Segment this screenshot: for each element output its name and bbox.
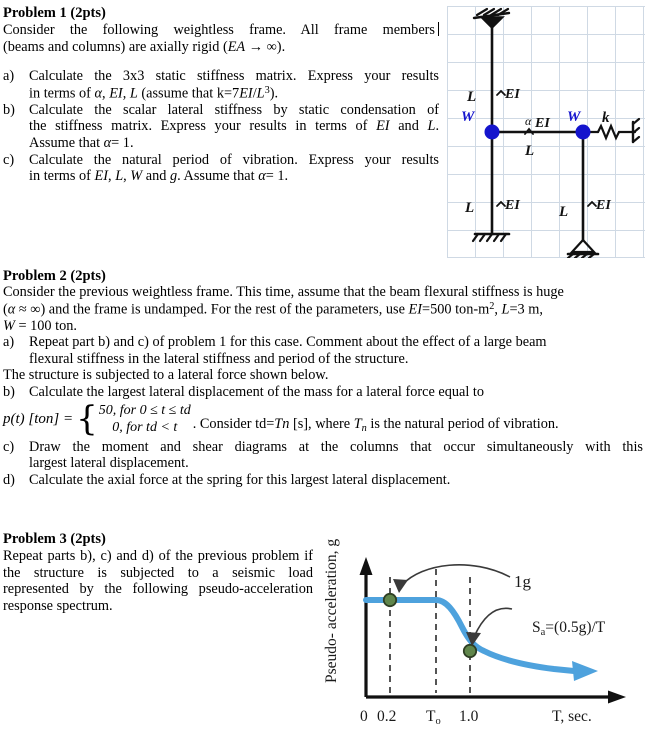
text-cursor (438, 22, 439, 36)
label-col-top-left-L: L (467, 89, 477, 105)
problem-2-item-a (3, 334, 643, 367)
label-beam-EI: EI (535, 116, 550, 131)
problem-2-intro-line-3: W = 100 ton. (3, 317, 77, 334)
equation-tail: . Consider td=Tn [s], where $T_n$ is the natural period of vibration. (192, 415, 559, 434)
problem-1-item-b-text: Calculate the scalar lateral stiffness by static condensation of the stiffness matrix. Express your results in terms of EI and L. Assume that α= 1. (29, 101, 440, 152)
label-spring-k: k (602, 110, 610, 126)
problem-2-title: Problem 2 (2pts) (3, 268, 106, 284)
chart-xtick-To: To (426, 708, 441, 727)
problem-3-title: Problem 3 (2pts) (3, 531, 106, 547)
problem-2-item-list (3, 334, 643, 488)
problem-1-item-a-text: Calculate the 3x3 static stiffness matrix. Express your results in terms of α, EI, L (assume that $k=7EI/L^3$). (29, 68, 439, 102)
response-spectrum-chart (322, 533, 646, 743)
problem-2-item-a-text: Repeat part b) and c) of problem 1 for this case. Comment about the effect of a large beam flexural stiffness in the lateral stiffness and period of the structure. (29, 334, 547, 367)
label-mass-left-W: W (461, 109, 475, 125)
problem-1-item-b-marker: b) (3, 101, 15, 118)
leader-arrowhead-1 (393, 579, 408, 593)
problem-1-item-c-marker: c) (3, 151, 15, 168)
problem-1-intro (3, 22, 439, 55)
chart-marker-decay (464, 645, 476, 657)
problem-1-title: Problem 1 (2pts) (3, 5, 106, 21)
label-col-bot-left-EI: EI (505, 198, 520, 213)
chart-annotation-sa: Sa=(0.5g)/T (532, 619, 606, 638)
problem-2-item-b-marker: b) (3, 384, 15, 401)
problem-1-item-a (3, 68, 439, 101)
problem-1-item-a-marker: a) (3, 68, 15, 85)
problem-2-item-c-marker: c) (3, 438, 15, 455)
problem-2-intro-line-1: Consider the previous weightless frame. This time, assume that the beam flexural stiffness is huge (3, 284, 564, 301)
equation-case-2: 0, for td < t (112, 420, 178, 436)
frame-figure (447, 6, 645, 258)
problem-1-intro-line-1: Consider the following weightless frame. All frame members (3, 22, 439, 39)
problem-1-item-c (3, 152, 439, 185)
spring-icon (583, 119, 639, 142)
chart-xtick-0: 0 (360, 708, 368, 725)
chart-xtick-0-2: 0.2 (377, 708, 397, 725)
problem-2-item-b-text: Calculate the largest lateral displacement of the mass for a lateral force equal to (29, 384, 485, 401)
problem-1-section (3, 5, 439, 185)
chart-xtick-1-0: 1.0 (459, 708, 479, 725)
problem-2-item-c-text: Draw the moment and shear diagrams at the columns that occur simultaneously with this largest lateral displacement. (29, 438, 643, 472)
problem-2-intro-line-2: (α ≈ ∞) and the frame is undamped. For the rest of the parameters, use EI=500 ton-$m^2$, L=3 m, (3, 300, 543, 318)
label-col-bot-right-EI: EI (596, 198, 611, 213)
problem-2-mid-line: The structure is subjected to a lateral force shown below. (3, 367, 329, 384)
equation-cases (99, 402, 191, 437)
problem-2-item-d-marker: d) (3, 471, 15, 488)
problem-2-item-d (3, 472, 643, 489)
problem-1-intro-line-2: (beams and columns) are axially rigid (EA → ∞). (3, 38, 286, 55)
problem-2-intro (3, 284, 643, 334)
node-left-mass (485, 125, 500, 140)
label-col-bot-right-L: L (559, 204, 569, 220)
label-col-bot-left-L: L (465, 200, 475, 216)
problem-2-item-c (3, 439, 643, 472)
problem-1-item-list (3, 68, 439, 184)
problem-2-item-d-text: Calculate the axial force at the spring for this largest lateral displacement. (29, 471, 451, 488)
label-col-top-left-EI: EI (505, 87, 520, 102)
chart-annotation-1g: 1g (514, 572, 531, 591)
problem-2-item-b (3, 384, 643, 401)
problem-1-item-c-text: Calculate the natural period of vibration. Express your results in terms of EI, L, W and g. Assume that α= 1. (29, 151, 439, 185)
chart-marker-plateau (384, 594, 396, 606)
node-right-mass (576, 125, 591, 140)
chart-xlabel: T, sec. (552, 708, 592, 725)
problem-2-item-a-marker: a) (3, 334, 15, 351)
frame-diagram-svg (447, 6, 645, 258)
problem-2-piecewise-equation (3, 398, 643, 439)
equation-lhs: p(t) [ton] = (3, 410, 74, 427)
equation-brace: { (76, 398, 98, 439)
equation-case-1: 50, for 0 ≤ t ≤ td (98, 402, 191, 418)
label-beam-L: L (525, 143, 535, 159)
response-spectrum-svg (322, 533, 646, 743)
chart-ylabel: Pseudo- acceleration, g (323, 538, 340, 683)
label-beam-alpha: α (525, 114, 532, 128)
chart-curve-arrowhead (572, 661, 598, 681)
label-mass-right-W: W (567, 109, 581, 125)
problem-3-section (3, 531, 313, 615)
problem-1-item-b (3, 102, 439, 152)
problem-3-body: Repeat parts b), c) and d) of the previous problem if the structure is subjected to a seismic load represented by the following pseudo-acceleration response spectrum. (3, 548, 313, 614)
problem-2-section (3, 268, 643, 488)
label-leader-ticks (497, 91, 596, 206)
bottom-right-support-icon (568, 240, 598, 258)
